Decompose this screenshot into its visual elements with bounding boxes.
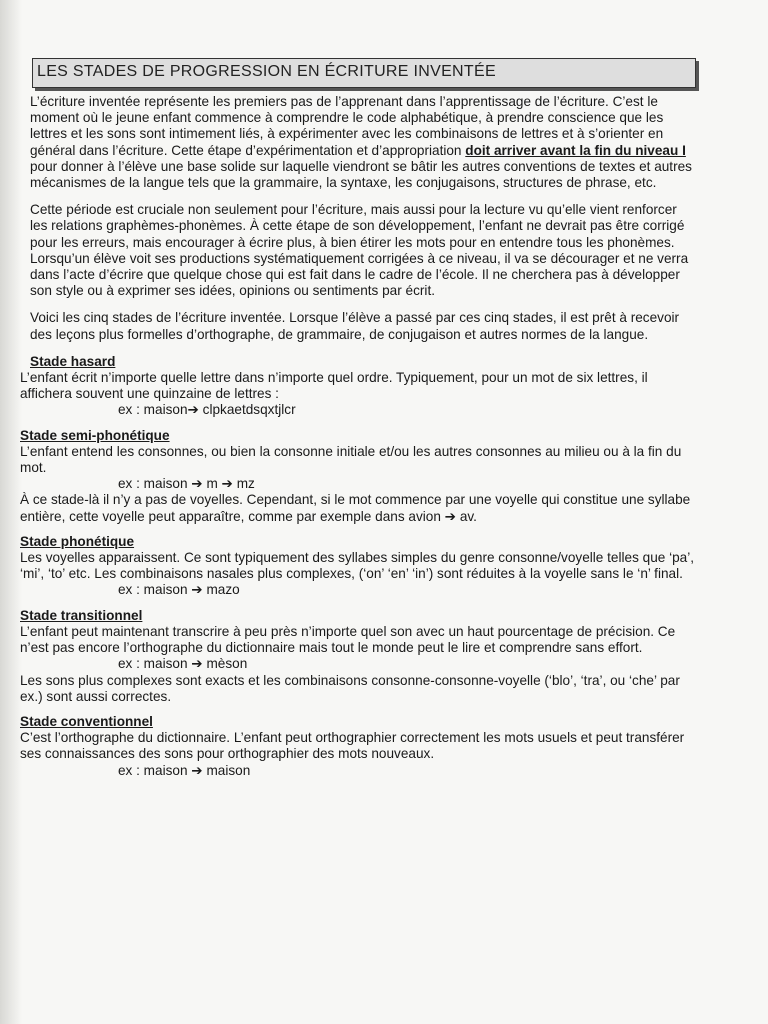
stage-text: L’enfant écrit n’importe quelle lettre dans n’importe quel ordre. Typiquement, pour un mot de six lettres, il affichera souvent une quinzaine de lettres :: [20, 370, 648, 402]
page-title: LES STADES DE PROGRESSION EN ÉCRITURE INVENTÉE: [37, 63, 496, 80]
stage-example: ex : maison ➔ m ➔ mz: [118, 476, 255, 492]
scan-edge-shadow: [0, 0, 22, 1024]
stage-title: Stade hasard: [30, 353, 116, 369]
stage-phonetique: [20, 534, 696, 599]
intro-text-end: pour donner à l’élève une base solide sur laquelle viendront se bâtir les autres conventions de textes et autres mécanismes de la langue tels que la grammaire, la syntaxe, les conjugaisons, structures de phrase, etc.: [30, 158, 692, 191]
stage-text: Les voyelles apparaissent. Ce sont typiquement des syllabes simples du genre consonne/voyelle telles que ‘pa’, ‘mi’, ‘to’ etc. Les combinaisons nasales plus complexes, (‘on’ ‘en’ ‘in’) sont réduites à la voyelle sans le ‘n’ final.: [20, 550, 695, 582]
stage-semi-phonetique: [20, 428, 696, 525]
intro-paragraph-1: [20, 94, 696, 191]
stage-conventionnel: [20, 714, 696, 779]
stage-title: Stade phonétique: [20, 533, 135, 549]
stage-title: Stade semi-phonétique: [20, 427, 170, 443]
stage-text: L’enfant peut maintenant transcrire à peu près n’importe quel son avec un haut pourcentage de précision. Ce n’est pas encore l’orthographe du dictionnaire mais tout le monde peut le lire et comprendre sans effort.: [20, 623, 676, 656]
intro-emphasis: doit arriver avant la fin du niveau I: [465, 142, 686, 158]
stage-title: Stade conventionnel: [20, 713, 153, 729]
intro-paragraph-2: Cette période est cruciale non seulement pour l’écriture, mais aussi pour la lecture vu qu’elle vient renforcer les relations graphèmes-phonèmes. À cette étape de son développement, l’enfant ne devrait pas être corrigé pour les erreurs, mais encourager à écrire plus, à bien étirer les mots pour en entendre tous les phonèmes. Lorsqu’un élève voit ses productions systématiquement corrigées à ce niveau, il va se décourager et ne verra dans l’acte d’écrire que quelque chose qui est fait dans le cadre de l’école. Il ne cherchera pas à développer son style ou à exprimer ses idées, opinions ou sentiments par écrit.: [30, 202, 689, 299]
stage-title: Stade transitionnel: [20, 607, 143, 623]
stage-text: L’enfant entend les consonnes, ou bien la consonne initiale et/ou les autres consonnes au milieu ou à la fin du mot.: [20, 443, 682, 476]
document-body: [20, 94, 696, 779]
stage-note: À ce stade-là il n’y a pas de voyelles. Cependant, si le mot commence par une voyelle qui constitue une syllabe entière, cette voyelle peut apparaître, comme par exemple dans avion ➔ av.: [20, 492, 691, 524]
stage-hasard: [20, 354, 696, 419]
stage-example: ex : maison ➔ maison: [118, 762, 251, 778]
intro-paragraph-3: Voici les cinq stades de l’écriture inventée. Lorsque l’élève a passé par ces cinq stades, il est prêt à recevoir des leçons plus formelles d’orthographe, de grammaire, de conjugaison et autres normes de la langue.: [30, 310, 680, 342]
stage-note: Les sons plus complexes sont exacts et les combinaisons consonne-consonne-voyelle (‘blo’, ‘tra’, ou ‘che’ par ex.) sont aussi correctes.: [20, 672, 680, 704]
title-box: [32, 58, 696, 88]
stage-text: C’est l’orthographe du dictionnaire. L’enfant peut orthographier correctement les mots usuels et peut transférer ses connaissances des sons pour orthographier des mots nouveaux.: [20, 730, 685, 762]
stage-example: ex : maison ➔ mazo: [118, 582, 240, 598]
stage-example: ex : maison➔ clpkaetdsqxtjlcr: [118, 402, 296, 418]
stage-transitionnel: [20, 608, 696, 705]
intro-text-start: L’écriture inventée représente les premiers pas de l’apprenant dans l’apprentissage de l’écriture. C’est le moment où le jeune enfant commence à comprendre le code alphabétique, à prendre conscience que les lettres et les sons sont intimement liés, à expérimenter avec les combinaisons de lettres et à s’orienter en général dans l’écriture. Cette étape d’expérimentation et d’appropriation: [30, 94, 664, 158]
stage-example: ex : maison ➔ mèson: [118, 656, 248, 672]
